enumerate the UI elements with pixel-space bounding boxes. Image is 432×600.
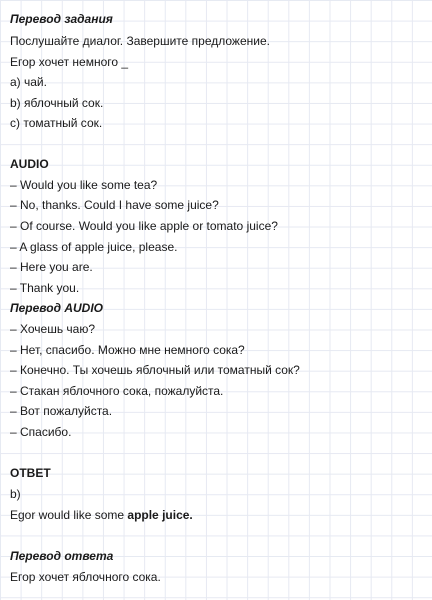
audio-translation-title: Перевод AUDIO (10, 301, 104, 315)
answer-choice: b) (10, 487, 21, 501)
task-prompt: Егор хочет немного _ (10, 55, 129, 69)
audio-translation-line: – Спасибо. (10, 425, 72, 439)
audio-translation-line: – Стакан яблочного сока, пожалуйста. (10, 384, 224, 398)
audio-translation-line: – Нет, спасибо. Можно мне немного сока? (10, 343, 245, 357)
audio-line: – Thank you. (10, 281, 80, 295)
option-c: c) томатный сок. (10, 116, 103, 130)
audio-translation-line: – Хочешь чаю? (10, 322, 96, 336)
audio-line: – Here you are. (10, 260, 93, 274)
answer-translation-sentence: Егор хочет яблочного сока. (10, 570, 161, 584)
answer-emphasis: apple juice. (127, 508, 193, 522)
audio-line: – Would you like some tea? (10, 178, 158, 192)
audio-translation-line: – Вот пожалуйста. (10, 404, 113, 418)
audio-line: – No, thanks. Could I have some juice? (10, 198, 219, 212)
answer-sentence-start: Egor would like some (10, 508, 128, 522)
task-instruction: Послушайте диалог. Завершите предложение. (10, 34, 270, 48)
audio-line: – A glass of apple juice, please. (10, 240, 178, 254)
answer-sentence (10, 507, 193, 523)
audio-translation-line: – Конечно. Ты хочешь яблочный или томатный сок? (10, 363, 300, 377)
answer-translation-title: Перевод ответа (10, 549, 114, 563)
option-a: a) чай. (10, 75, 47, 89)
audio-title: AUDIO (10, 157, 49, 171)
answer-title: ОТВЕТ (10, 466, 51, 480)
option-b: b) яблочный сок. (10, 96, 104, 110)
audio-line: – Of course. Would you like apple or tomato juice? (10, 219, 278, 233)
task-title: Перевод задания (10, 12, 113, 26)
